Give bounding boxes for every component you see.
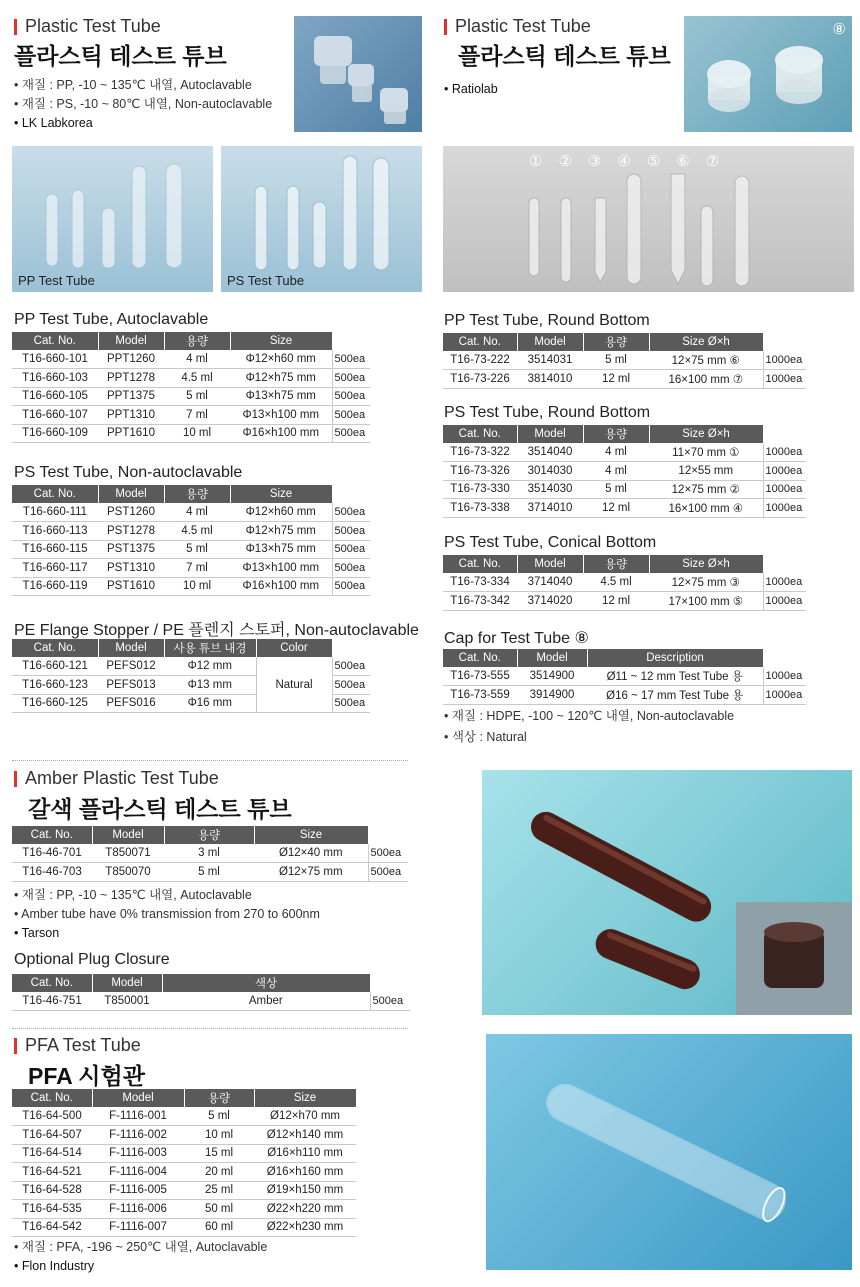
note-amber-transmission: • Amber tube have 0% transmission from 270 to 600nm — [14, 907, 320, 921]
cell-cat: T16-660-121 — [12, 657, 98, 676]
cell-size: Ø22×h220 mm — [254, 1200, 356, 1219]
cell-cat: T16-660-113 — [12, 522, 98, 541]
cap-illustration — [684, 16, 852, 132]
cap-number-badge: ⑧ — [832, 21, 846, 38]
cell-qty: 1000ea — [763, 667, 806, 686]
cell-qty: 1000ea — [763, 686, 806, 705]
cap-table — [443, 649, 806, 705]
pfa-tube-photo — [486, 1034, 852, 1270]
table-row — [443, 370, 806, 389]
cell-qty: 500ea — [332, 503, 370, 522]
cell-size: Ø12×40 mm — [254, 844, 368, 863]
pe-stopper-table — [12, 639, 370, 713]
tube-number-1: ① — [529, 153, 559, 170]
tube-number-6: ⑥ — [676, 153, 706, 170]
table-row — [12, 406, 370, 425]
cell-model: 3514031 — [517, 351, 583, 370]
pfa-table — [12, 1089, 357, 1237]
note-amber-material: • 재질 : PP, -10 ~ 135℃ 내열, Autoclavable — [14, 888, 252, 902]
pfa-notes — [14, 1238, 267, 1276]
cell-qty: 500ea — [332, 406, 370, 425]
ps-conical-table — [443, 555, 806, 611]
cell-model: F-1116-002 — [92, 1126, 184, 1145]
section-subtitle: 플라스틱 테스트 튜브 — [458, 43, 671, 69]
pp-round-table — [443, 333, 806, 389]
table-row — [12, 350, 370, 369]
table-row — [12, 369, 370, 388]
pp-tube-photo — [12, 146, 213, 292]
cell-cat: T16-660-103 — [12, 369, 98, 388]
col-model: Model — [98, 332, 164, 350]
cell-model: 3014030 — [517, 462, 583, 481]
cell-cat: T16-73-330 — [443, 480, 517, 499]
table-row — [12, 559, 370, 578]
table-row — [443, 443, 806, 462]
plug-table — [12, 974, 410, 1011]
table-row — [12, 1144, 356, 1163]
cell-model: PEFS016 — [98, 694, 164, 713]
cell-model: 3714020 — [517, 592, 583, 611]
cell-qty: 500ea — [332, 540, 370, 559]
cell-cat: T16-64-528 — [12, 1181, 92, 1200]
table-row — [12, 387, 370, 406]
section-subtitle: 갈색 플라스틱 테스트 튜브 — [28, 796, 292, 822]
cell-model: F-1116-004 — [92, 1163, 184, 1182]
table-row — [443, 480, 806, 499]
cell-capacity: 4.5 ml — [164, 522, 230, 541]
cell-size: 12×55 mm — [649, 462, 763, 481]
cell-cat: T16-660-111 — [12, 503, 98, 522]
title-accent-bar — [444, 19, 447, 35]
cell-size: Φ16×h100 mm — [230, 424, 332, 443]
note-brand: • LK Labkorea — [14, 116, 93, 130]
cell-color: Amber — [162, 992, 370, 1011]
cell-qty: 500ea — [332, 387, 370, 406]
cell-qty: 1000ea — [763, 462, 806, 481]
col-capacity: 용량 — [164, 485, 230, 503]
cell-size: Ø19×h150 mm — [254, 1181, 356, 1200]
cell-capacity: 4 ml — [164, 350, 230, 369]
cap-table-title: Cap for Test Tube ⑧ — [444, 630, 589, 647]
cell-model: PEFS012 — [98, 657, 164, 676]
note-brand: • Ratiolab — [444, 82, 498, 96]
cell-cat: T16-64-535 — [12, 1200, 92, 1219]
col-description: Description — [587, 649, 763, 667]
cell-capacity: 10 ml — [164, 424, 230, 443]
cell-qty: 1000ea — [763, 370, 806, 389]
cell-capacity: 3 ml — [164, 844, 254, 863]
cell-qty: 500ea — [332, 522, 370, 541]
note-pp-material: • 재질 : PP, -10 ~ 135℃ 내열, Autoclavable — [14, 78, 252, 92]
amber-table — [12, 826, 408, 882]
note-brand: • Flon Industry — [14, 1259, 95, 1273]
cell-model: 3514040 — [517, 443, 583, 462]
cell-cat: T16-73-222 — [443, 351, 517, 370]
ps-tubes-illustration — [221, 146, 422, 292]
pp-photo-label: PP Test Tube — [18, 273, 95, 288]
col-tube-inner-dia: 사용 튜브 내경 — [164, 639, 256, 657]
cell-capacity: 4.5 ml — [164, 369, 230, 388]
cell-model: PST1278 — [98, 522, 164, 541]
table-row — [12, 1107, 356, 1126]
amber-notes — [14, 886, 320, 943]
cell-qty: 500ea — [332, 694, 370, 713]
cell-qty: 1000ea — [763, 573, 806, 592]
cell-qty: 500ea — [332, 559, 370, 578]
title-accent-bar — [14, 771, 17, 787]
cell-qty: 500ea — [332, 657, 370, 676]
cell-capacity: 12 ml — [583, 499, 649, 518]
cell-size: Φ12×h75 mm — [230, 522, 332, 541]
cell-cat: T16-73-334 — [443, 573, 517, 592]
cell-size: Φ13×h75 mm — [230, 387, 332, 406]
stopper-photo — [294, 16, 422, 132]
table-row — [443, 351, 806, 370]
col-model: Model — [517, 555, 583, 573]
col-model: Model — [517, 333, 583, 351]
cell-capacity: 20 ml — [184, 1163, 254, 1182]
cell-size: 12×75 mm ⑥ — [649, 351, 763, 370]
cell-qty: 500ea — [332, 350, 370, 369]
cell-capacity: 4.5 ml — [583, 573, 649, 592]
section-title-plastic-test-tube-ratiolab — [444, 16, 591, 37]
table-row — [12, 1200, 356, 1219]
cell-capacity: 5 ml — [164, 540, 230, 559]
cell-model: F-1116-005 — [92, 1181, 184, 1200]
cell-model: T850071 — [92, 844, 164, 863]
table-row — [443, 592, 806, 611]
cell-qty: 500ea — [368, 863, 408, 882]
section-subtitle: 플라스틱 테스트 튜브 — [14, 43, 227, 69]
cell-capacity: 4 ml — [164, 503, 230, 522]
table-row — [12, 1126, 356, 1145]
cell-size: Φ12×h60 mm — [230, 350, 332, 369]
cell-cat: T16-64-500 — [12, 1107, 92, 1126]
cell-model: 3914900 — [517, 686, 587, 705]
cell-cat: T16-64-514 — [12, 1144, 92, 1163]
note-brand: • Tarson — [14, 926, 60, 940]
amber-tube-photo — [482, 770, 852, 1015]
tube-number-5: ⑤ — [646, 153, 677, 170]
table-row — [12, 1218, 356, 1237]
col-capacity: 용량 — [184, 1089, 254, 1107]
pp-table-title: PP Test Tube, Autoclavable — [14, 311, 209, 328]
cell-capacity: 4 ml — [583, 443, 649, 462]
col-cat-no: Cat. No. — [12, 1089, 92, 1107]
col-capacity: 용량 — [583, 555, 649, 573]
table-row — [443, 667, 806, 686]
col-cat-no: Cat. No. — [443, 425, 517, 443]
cell-cat: T16-46-701 — [12, 844, 92, 863]
divider — [12, 760, 408, 761]
cell-size: Ø16×h110 mm — [254, 1144, 356, 1163]
sec1-notes — [14, 76, 272, 133]
table-row — [443, 686, 806, 705]
ps-tube-photo — [221, 146, 422, 292]
col-capacity: 용량 — [164, 826, 254, 844]
cell-qty: 1000ea — [763, 443, 806, 462]
cell-capacity: 25 ml — [184, 1181, 254, 1200]
cell-size: 11×70 mm ① — [649, 443, 763, 462]
cell-size: Φ13×h75 mm — [230, 540, 332, 559]
cell-cat: T16-660-101 — [12, 350, 98, 369]
col-cat-no: Cat. No. — [12, 485, 98, 503]
cell-capacity: 5 ml — [164, 863, 254, 882]
col-cat-no: Cat. No. — [12, 639, 98, 657]
section-title-text: Amber Plastic Test Tube — [25, 768, 219, 788]
cell-size: Φ13×h100 mm — [230, 559, 332, 578]
cell-capacity: 7 ml — [164, 406, 230, 425]
cell-color: Natural — [256, 657, 332, 713]
cell-size: Ø16×h160 mm — [254, 1163, 356, 1182]
table-row — [12, 522, 370, 541]
table-row — [12, 577, 370, 596]
col-capacity: 용량 — [164, 332, 230, 350]
cell-qty: 500ea — [368, 844, 408, 863]
cell-capacity: 10 ml — [184, 1126, 254, 1145]
table-row — [12, 1181, 356, 1200]
cell-size: Φ16×h100 mm — [230, 577, 332, 596]
section-title-text: PFA Test Tube — [25, 1035, 141, 1055]
cell-model: F-1116-007 — [92, 1218, 184, 1237]
cell-size: Φ13×h100 mm — [230, 406, 332, 425]
cell-model: 3814010 — [517, 370, 583, 389]
cell-model: T850070 — [92, 863, 164, 882]
tube-number-row — [529, 152, 735, 170]
cell-model: F-1116-003 — [92, 1144, 184, 1163]
cell-size: 16×100 mm ④ — [649, 499, 763, 518]
cell-size: Φ12×h75 mm — [230, 369, 332, 388]
cell-cat: T16-73-322 — [443, 443, 517, 462]
col-cat-no: Cat. No. — [12, 826, 92, 844]
col-size: Size Ø×h — [649, 425, 763, 443]
cell-size: Ø12×h70 mm — [254, 1107, 356, 1126]
col-model: Model — [92, 826, 164, 844]
col-color: Color — [256, 639, 332, 657]
cell-size: Φ12×h60 mm — [230, 503, 332, 522]
col-model: Model — [517, 425, 583, 443]
cell-model: PST1260 — [98, 503, 164, 522]
cell-capacity: 10 ml — [164, 577, 230, 596]
col-size: Size — [254, 1089, 356, 1107]
col-model: Model — [517, 649, 587, 667]
pp-autoclavable-table — [12, 332, 370, 443]
numbered-tube-photo — [443, 146, 854, 292]
col-model: Model — [92, 1089, 184, 1107]
col-color: 색상 — [162, 974, 370, 992]
table-row — [12, 1163, 356, 1182]
cell-size: 12×75 mm ③ — [649, 573, 763, 592]
cell-cat: T16-73-326 — [443, 462, 517, 481]
cell-cat: T16-660-123 — [12, 676, 98, 695]
cell-capacity: 5 ml — [583, 351, 649, 370]
table-row — [12, 844, 408, 863]
col-cat-no: Cat. No. — [443, 649, 517, 667]
cell-model: PST1610 — [98, 577, 164, 596]
table-row — [12, 424, 370, 443]
tube-number-4: ④ — [617, 153, 647, 170]
tube-number-2: ② — [558, 153, 588, 170]
plug-table-title: Optional Plug Closure — [14, 951, 170, 968]
note-cap-color: • 색상 : Natural — [444, 730, 527, 744]
cell-qty: 500ea — [370, 992, 410, 1011]
cell-cat: T16-64-521 — [12, 1163, 92, 1182]
col-cat-no: Cat. No. — [12, 332, 98, 350]
cell-qty: 1000ea — [763, 499, 806, 518]
section-subtitle: PFA 시험관 — [28, 1063, 145, 1089]
col-model: Model — [98, 639, 164, 657]
ps-round-table — [443, 425, 806, 518]
col-size: Size Ø×h — [649, 555, 763, 573]
cell-cat: T16-73-226 — [443, 370, 517, 389]
table-row — [443, 462, 806, 481]
cell-capacity: 60 ml — [184, 1218, 254, 1237]
section-title-amber — [14, 768, 219, 789]
cell-capacity: 5 ml — [184, 1107, 254, 1126]
cell-capacity: 12 ml — [583, 592, 649, 611]
cell-cat: T16-660-115 — [12, 540, 98, 559]
cell-model: PST1310 — [98, 559, 164, 578]
col-size: Size — [230, 485, 332, 503]
table-row — [12, 503, 370, 522]
pfa-tube-illustration — [486, 1034, 852, 1270]
note-cap-material: • 재질 : HDPE, -100 ~ 120℃ 내열, Non-autoclavable — [444, 709, 735, 723]
cell-size: 17×100 mm ⑤ — [649, 592, 763, 611]
cell-model: PEFS013 — [98, 676, 164, 695]
cell-cat: T16-46-703 — [12, 863, 92, 882]
cell-model: PPT1375 — [98, 387, 164, 406]
ps-round-title: PS Test Tube, Round Bottom — [444, 404, 651, 421]
cell-model: F-1116-006 — [92, 1200, 184, 1219]
cell-capacity: 5 ml — [583, 480, 649, 499]
cell-model: 3714010 — [517, 499, 583, 518]
tube-number-7: ⑦ — [705, 153, 736, 170]
note-ps-material: • 재질 : PS, -10 ~ 80℃ 내열, Non-autoclavable — [14, 97, 273, 111]
cell-description: Ø11 ~ 12 mm Test Tube 용 — [587, 667, 763, 686]
table-row — [12, 657, 370, 676]
cell-cat: T16-660-125 — [12, 694, 98, 713]
note-pfa-material: • 재질 : PFA, -196 ~ 250℃ 내열, Autoclavable — [14, 1240, 268, 1254]
pe-stopper-title: PE Flange Stopper / PE 플렌지 스토퍼, Non-autoclavable — [14, 622, 419, 639]
cell-capacity: 7 ml — [164, 559, 230, 578]
cell-cat: T16-73-559 — [443, 686, 517, 705]
table-row — [443, 573, 806, 592]
cap-notes — [444, 706, 734, 748]
title-accent-bar — [14, 19, 17, 35]
cell-model: 3714040 — [517, 573, 583, 592]
col-cat-no: Cat. No. — [12, 974, 92, 992]
table-row — [12, 863, 408, 882]
section-title-text: Plastic Test Tube — [25, 16, 161, 36]
cell-cat: T16-46-751 — [12, 992, 92, 1011]
cell-cat: T16-660-117 — [12, 559, 98, 578]
cell-model: PPT1278 — [98, 369, 164, 388]
table-row — [12, 540, 370, 559]
title-accent-bar — [14, 1038, 17, 1054]
section-title-text: Plastic Test Tube — [455, 16, 591, 36]
cell-dia: Φ12 mm — [164, 657, 256, 676]
pp-round-title: PP Test Tube, Round Bottom — [444, 312, 650, 329]
col-capacity: 용량 — [583, 425, 649, 443]
cell-model: T850001 — [92, 992, 162, 1011]
cell-size: 16×100 mm ⑦ — [649, 370, 763, 389]
cell-description: Ø16 ~ 17 mm Test Tube 용 — [587, 686, 763, 705]
tube-number-3: ③ — [587, 153, 618, 170]
cell-qty: 500ea — [332, 676, 370, 695]
cell-qty: 1000ea — [763, 480, 806, 499]
col-model: Model — [92, 974, 162, 992]
ps-nonautoclavable-table — [12, 485, 370, 596]
cell-model: PPT1310 — [98, 406, 164, 425]
table-row — [443, 499, 806, 518]
cell-model: F-1116-001 — [92, 1107, 184, 1126]
col-model: Model — [98, 485, 164, 503]
cell-capacity: 15 ml — [184, 1144, 254, 1163]
cell-model: 3514030 — [517, 480, 583, 499]
cell-qty: 1000ea — [763, 592, 806, 611]
col-size: Size — [254, 826, 368, 844]
cell-size: Ø12×h140 mm — [254, 1126, 356, 1145]
col-cat-no: Cat. No. — [443, 555, 517, 573]
cell-size: 12×75 mm ② — [649, 480, 763, 499]
cell-qty: 500ea — [332, 424, 370, 443]
cell-model: PST1375 — [98, 540, 164, 559]
cell-cat: T16-73-338 — [443, 499, 517, 518]
cell-qty: 500ea — [332, 577, 370, 596]
cell-capacity: 5 ml — [164, 387, 230, 406]
ps-conical-title: PS Test Tube, Conical Bottom — [444, 534, 657, 551]
cell-cat: T16-660-109 — [12, 424, 98, 443]
cell-cat: T16-660-119 — [12, 577, 98, 596]
cell-model: PPT1260 — [98, 350, 164, 369]
section-title-pfa — [14, 1035, 141, 1056]
amber-tubes-illustration — [482, 770, 852, 1015]
cell-cat: T16-73-342 — [443, 592, 517, 611]
ps-table-title: PS Test Tube, Non-autoclavable — [14, 464, 243, 481]
cell-dia: Φ13 mm — [164, 676, 256, 695]
col-size: Size — [230, 332, 332, 350]
cell-capacity: 4 ml — [583, 462, 649, 481]
cell-size: Ø12×75 mm — [254, 863, 368, 882]
cell-cat: T16-660-105 — [12, 387, 98, 406]
cell-qty: 1000ea — [763, 351, 806, 370]
col-size: Size Ø×h — [649, 333, 763, 351]
cell-dia: Φ16 mm — [164, 694, 256, 713]
cell-capacity: 50 ml — [184, 1200, 254, 1219]
cap-photo — [684, 16, 852, 132]
stopper-illustration — [294, 16, 422, 132]
pp-tubes-illustration — [12, 146, 213, 292]
col-capacity: 용량 — [583, 333, 649, 351]
cell-model: 3514900 — [517, 667, 587, 686]
cell-capacity: 12 ml — [583, 370, 649, 389]
cell-cat: T16-64-542 — [12, 1218, 92, 1237]
table-row — [12, 992, 410, 1011]
cell-cat: T16-64-507 — [12, 1126, 92, 1145]
cell-cat: T16-73-555 — [443, 667, 517, 686]
col-cat-no: Cat. No. — [443, 333, 517, 351]
cell-model: PPT1610 — [98, 424, 164, 443]
cell-cat: T16-660-107 — [12, 406, 98, 425]
cell-size: Ø22×h230 mm — [254, 1218, 356, 1237]
cell-qty: 500ea — [332, 369, 370, 388]
section-title-plastic-test-tube — [14, 16, 161, 37]
divider — [12, 1028, 408, 1029]
ps-photo-label: PS Test Tube — [227, 273, 305, 288]
